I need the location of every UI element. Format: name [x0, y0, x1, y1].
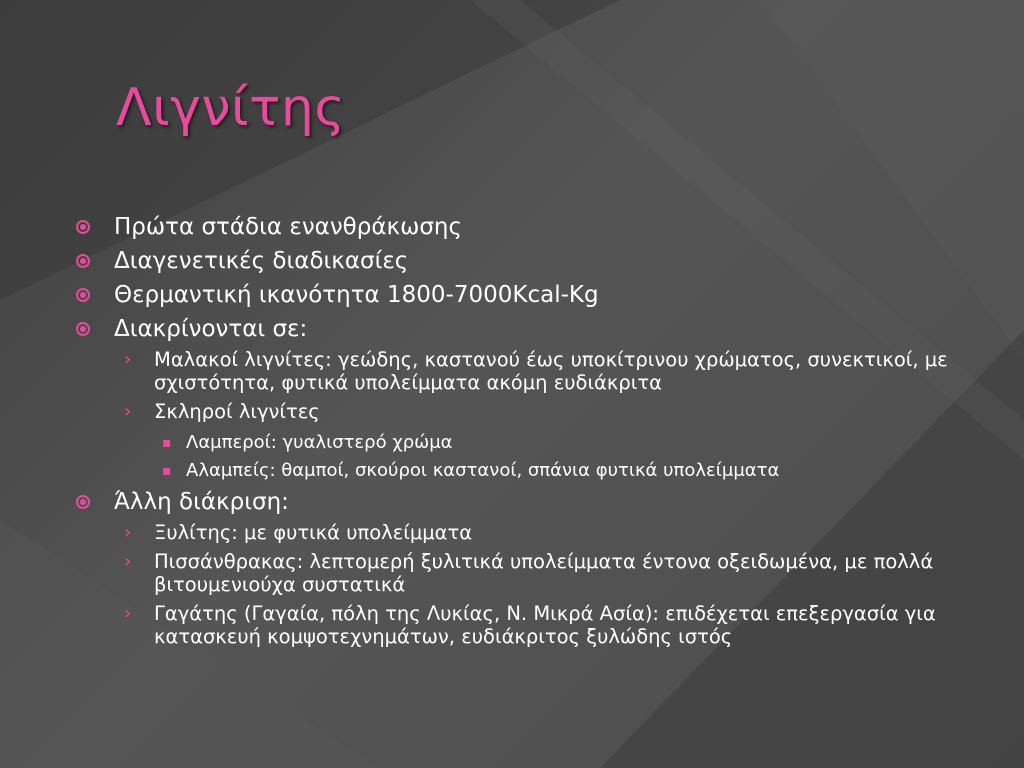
chevron-right-icon: ›: [124, 522, 132, 543]
chevron-right-icon: ›: [124, 401, 132, 422]
sub-bullet-text: Σκληροί λιγνίτες: [154, 400, 320, 423]
bullet-text: Διακρίνονται σε:: [114, 316, 308, 342]
slide-title: Λιγνίτης: [116, 78, 346, 138]
circle-bullet-icon: [76, 322, 90, 336]
circle-bullet-icon: [76, 495, 90, 509]
chevron-right-icon: ›: [124, 603, 132, 624]
dot-bullet-icon: ▪: [162, 463, 172, 479]
circle-bullet-icon: [76, 220, 90, 234]
sub-sub-bullet-item: [70, 429, 970, 457]
bullet-item: [70, 210, 970, 244]
sub-bullet-item: [70, 348, 970, 394]
sub-sub-bullet-item: [70, 457, 970, 485]
chevron-right-icon: ›: [124, 349, 132, 370]
sub-bullet-text: Πισσάνθρακας: λεπτομερή ξυλιτικά υπολείμματα έντονα οξειδωμένα, με πολλά βιτουμενιούχα συστατικά: [154, 550, 934, 596]
sub-bullet-text: Ξυλίτης: με φυτικά υπολείμματα: [154, 521, 473, 544]
bullet-item: [70, 244, 970, 278]
bullet-text: Πρώτα στάδια ενανθράκωσης: [114, 214, 462, 240]
sub-bullet-text: Γαγάτης (Γαγαία, πόλη της Λυκίας, Ν. Μικρά Ασία): επιδέχεται επεξεργασία για κατασκευή κομψοτεχνημάτων, ευδιάκριτος ξυλώδης ιστός: [154, 602, 936, 648]
bullet-text: Διαγενετικές διαδικασίες: [114, 248, 409, 274]
bullet-item: [70, 278, 970, 312]
sub-bullet-item: [70, 400, 970, 423]
sub-bullet-item: [70, 550, 970, 596]
chevron-right-icon: ›: [124, 551, 132, 572]
sub-sub-bullet-text: Λαμπεροί: γυαλιστερό χρώμα: [186, 432, 453, 453]
bullet-text: Άλλη διάκριση:: [114, 489, 289, 515]
sub-bullet-item: [70, 521, 970, 544]
sub-bullet-text: Μαλακοί λιγνίτες: γεώδης, καστανού έως υποκίτρινου χρώματος, συνεκτικοί, με σχιστότητα, φυτικά υπολείμματα ακόμη ευδιάκριτα: [154, 348, 948, 394]
bullet-item: [70, 312, 970, 346]
bullet-list: [70, 210, 970, 654]
circle-bullet-icon: [76, 254, 90, 268]
sub-sub-bullet-text: Αλαμπείς: θαμποί, σκούροι καστανοί, σπάνια φυτικά υπολείμματα: [186, 460, 780, 481]
circle-bullet-icon: [76, 288, 90, 302]
sub-bullet-item: [70, 602, 970, 648]
dot-bullet-icon: ▪: [162, 435, 172, 451]
bullet-text: Θερμαντική ικανότητα 1800-7000Kcal-Kg: [114, 282, 599, 308]
bullet-item: [70, 485, 970, 519]
